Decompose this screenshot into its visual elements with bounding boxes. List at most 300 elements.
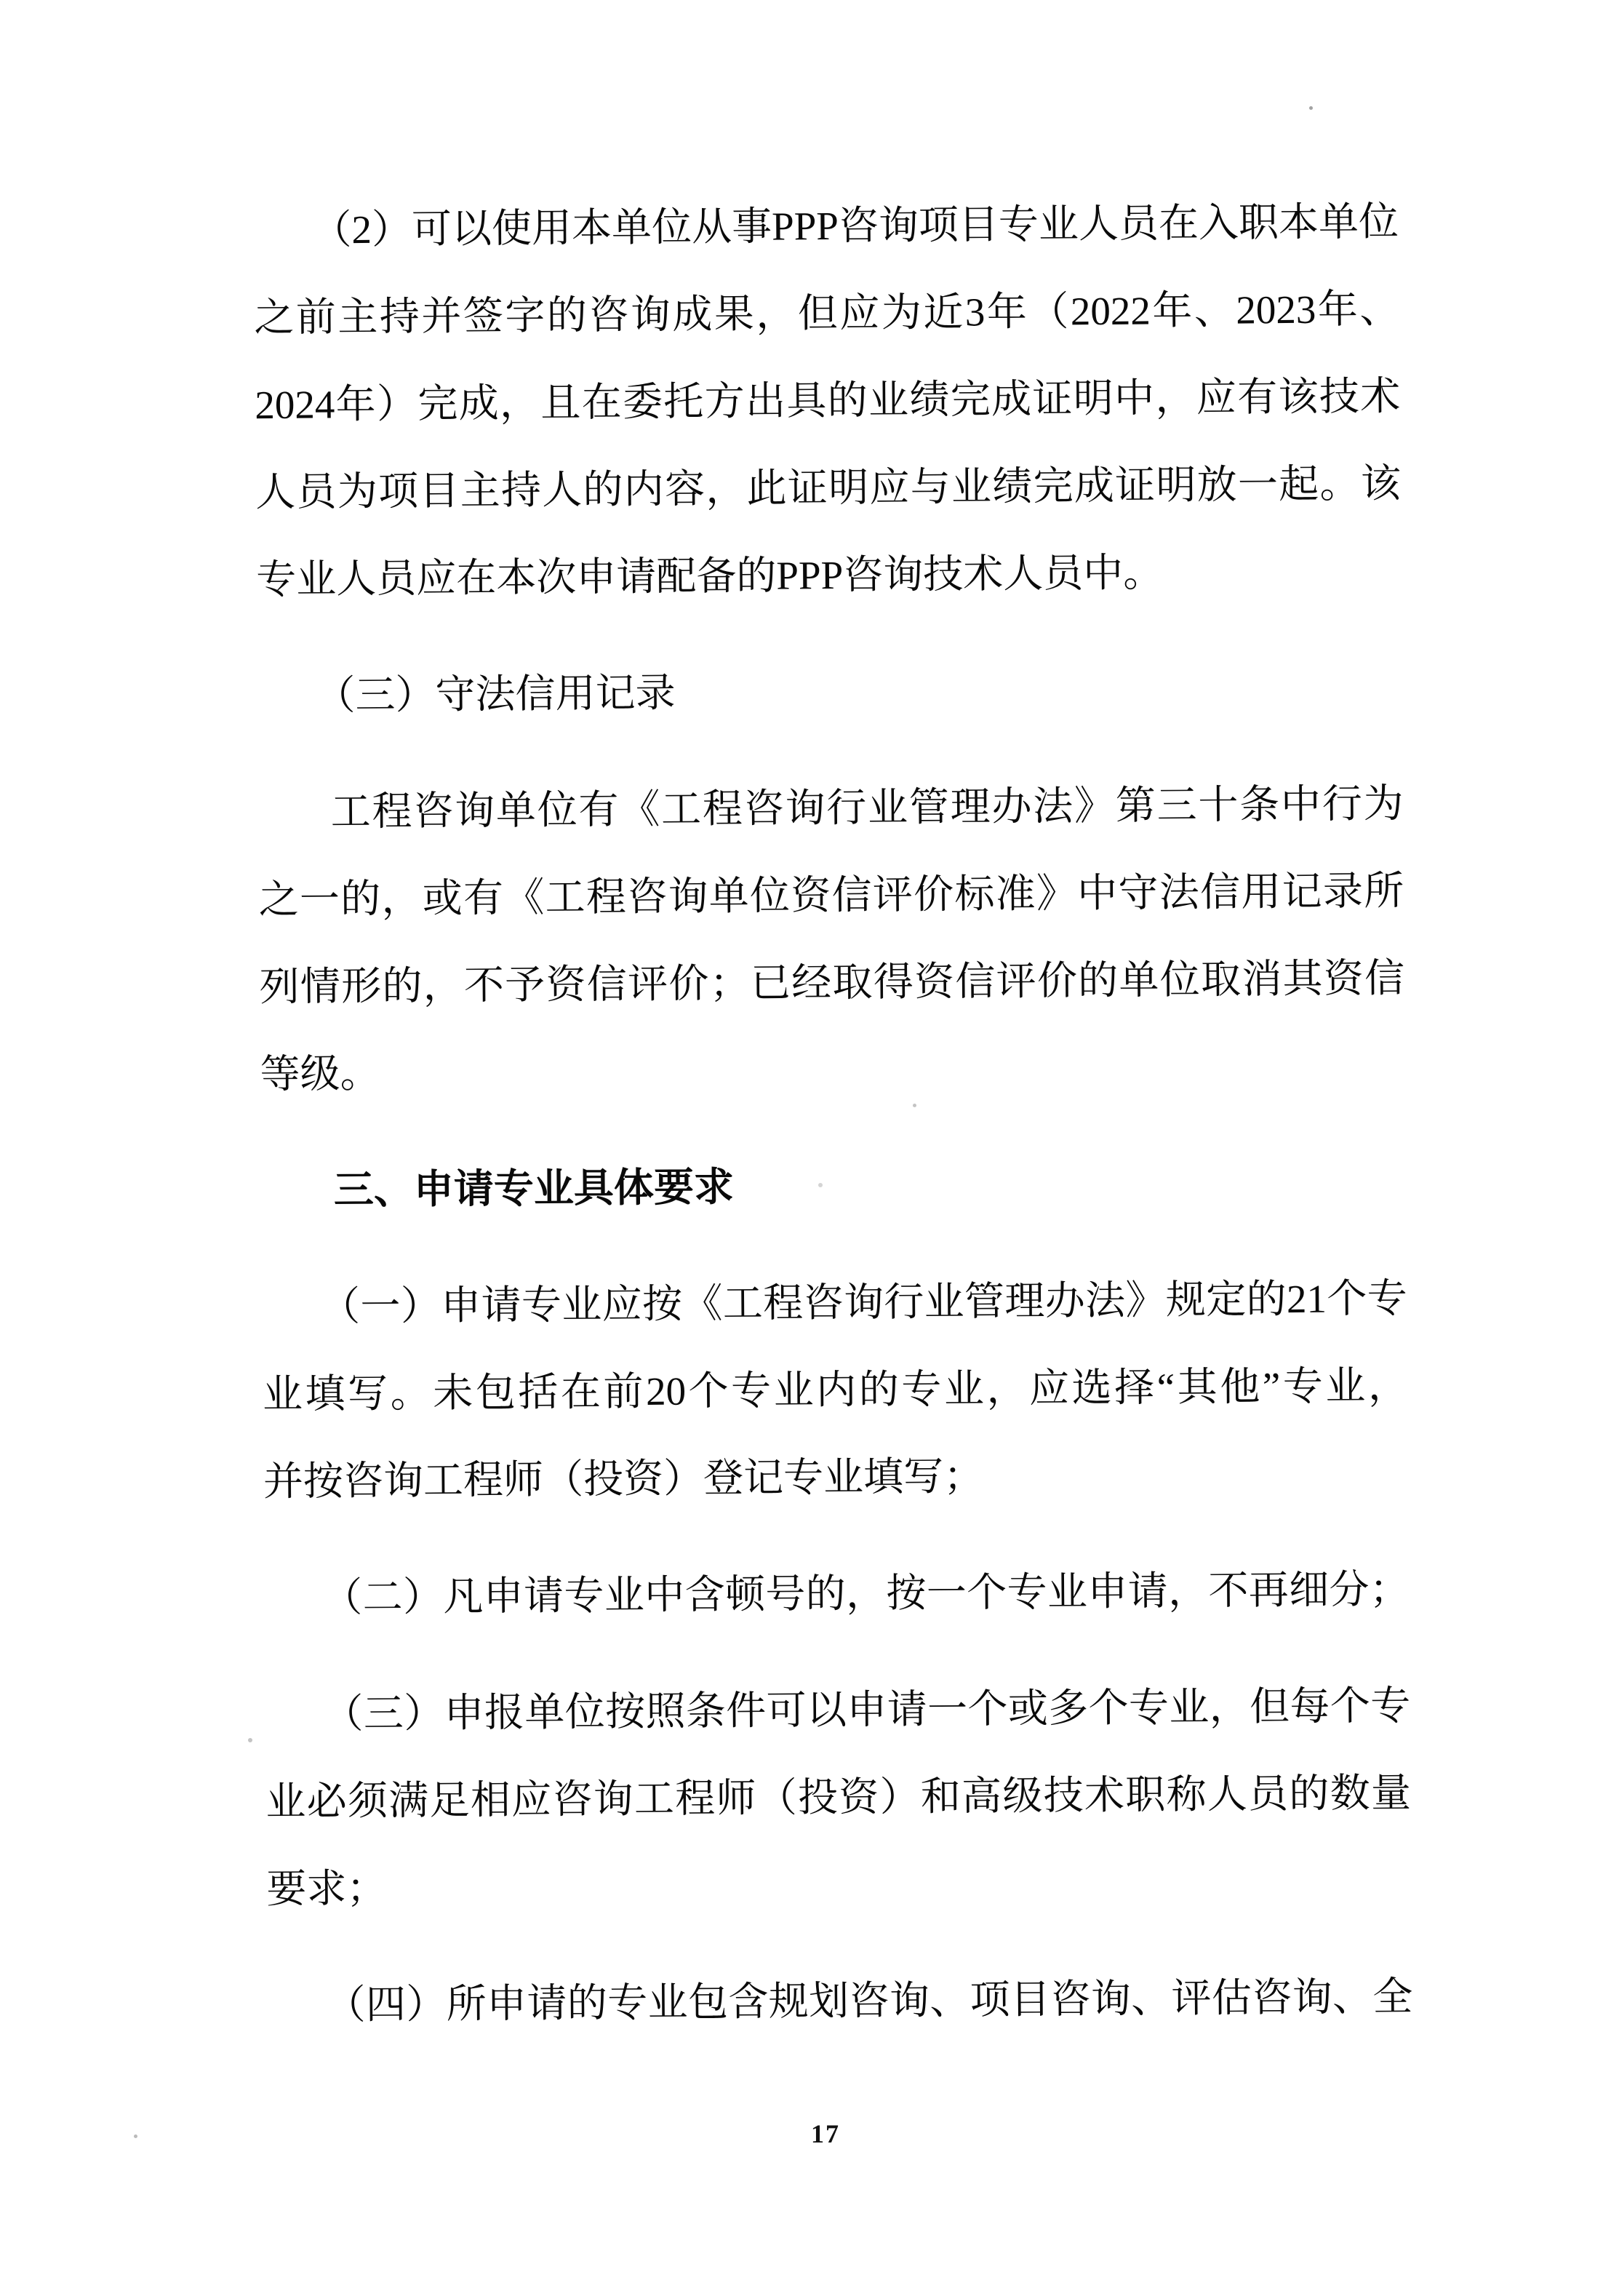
glyph: 业 [295,556,337,602]
glyph: 登 [703,1455,744,1500]
glyph: 业 [604,1572,645,1617]
glyph: 按 [886,1570,927,1615]
glyph: 个 [688,1368,729,1414]
text-line [263,1429,1409,1525]
glyph: 并 [263,1459,304,1504]
glyph: 投 [583,1456,624,1502]
glyph: ） [402,1574,444,1619]
glyph: 申 [440,1283,481,1328]
glyph: 成 [672,291,713,337]
glyph: 高 [961,1773,1002,1819]
glyph: 理 [950,784,991,829]
glyph: 应 [1028,1365,1070,1411]
glyph: 询 [843,1279,884,1325]
glyph: 业 [561,1282,602,1327]
glyph: 方 [704,378,745,423]
glyph: 用 [531,205,572,250]
glyph: （ [323,1691,364,1737]
glyph: 术 [1084,1772,1125,1817]
glyph: ） [400,1283,441,1328]
glyph: 持 [379,293,420,339]
glyph: 多 [1047,1685,1089,1731]
glyph: 询 [1292,1974,1332,2020]
glyph: 明 [828,465,869,510]
glyph: 以 [451,206,492,251]
glyph: 询 [593,1776,633,1822]
glyph: 在 [456,555,497,600]
glyph: PPP [776,552,844,598]
glyph: 前 [295,294,337,340]
glyph: 委 [622,379,663,424]
glyph: 专 [1128,1684,1170,1730]
glyph: 2 [351,207,372,252]
glyph: 出 [745,378,786,423]
glyph: 资 [839,1774,879,1819]
glyph: 应 [601,1281,642,1327]
glyph: 询 [668,873,708,919]
glyph: 成 [1074,463,1115,508]
glyph: 守 [435,671,476,717]
glyph: 填 [863,1454,904,1499]
glyph: 第 [1115,783,1156,828]
scan-artifact-dot [913,1104,916,1107]
text-line [264,1545,1410,1641]
glyph: 业 [924,1279,964,1324]
glyph: 中 [1114,375,1155,420]
glyph: 的 [805,1571,846,1616]
glyph: 必 [306,1778,347,1824]
glyph: 业 [868,377,909,423]
glyph: 《 [682,1280,723,1326]
glyph: 请 [527,1980,567,2025]
glyph: 按 [303,1458,344,1504]
glyph: ） [376,380,417,426]
text-line [262,1254,1408,1350]
glyph: 三 [363,1691,404,1736]
glyph: 取 [1200,957,1242,1002]
glyph: 评 [1171,1975,1212,2020]
glyph: 项 [970,1977,1010,2022]
glyph: 签 [463,293,504,338]
glyph: ， [1209,1684,1250,1729]
glyph: 具 [786,378,827,423]
glyph: 单 [1119,957,1159,1002]
glyph: 用 [1241,869,1282,914]
glyph: 目 [1010,1977,1051,2022]
glyph: 其 [1177,1364,1218,1409]
glyph: 专 [607,1980,648,2025]
glyph: 包 [475,1369,516,1415]
glyph: 求 [693,1164,735,1210]
text-line [255,352,1401,448]
glyph: 申 [847,1686,887,1732]
glyph: 定 [1206,1277,1247,1322]
glyph: 含 [728,1979,769,2024]
glyph: 行 [1322,781,1363,826]
glyph: 资 [623,1456,664,1501]
glyph: 2024 [255,381,335,427]
glyph: 办 [991,784,1032,829]
glyph: 应 [1196,375,1237,420]
glyph: 配 [656,553,697,599]
glyph: 年 [335,381,376,426]
glyph: 项 [377,468,419,514]
glyph: 可 [411,206,452,252]
glyph: 3 [964,289,986,335]
glyph: 果 [713,291,755,336]
glyph: 的 [382,962,423,1008]
glyph: 使 [491,205,532,251]
glyph: 2023 [1236,287,1316,332]
heading-major-requirements [260,1138,1407,1234]
glyph: 业 [265,1779,306,1824]
glyph: 主 [460,468,500,513]
glyph: 工 [633,1776,675,1821]
glyph: 四 [365,1982,407,2027]
glyph: （ [756,1774,798,1820]
glyph: 的 [827,378,868,423]
glyph: 未 [433,1370,473,1415]
glyph: 形 [340,963,382,1008]
glyph: 事 [731,204,772,249]
glyph: 专 [493,1165,535,1211]
glyph: 人 [541,467,583,512]
glyph: 十 [1198,782,1239,827]
glyph: 在 [1158,200,1199,245]
glyph: 此 [746,465,787,511]
glyph: （ [325,1982,366,2028]
glyph: 咨 [1050,1976,1091,2022]
glyph: 程 [585,874,627,920]
glyph: 的 [1246,1276,1287,1322]
glyph: 个 [966,1569,1007,1615]
glyph: 。 [1123,549,1164,595]
glyph: （ [321,1574,363,1620]
glyph: 含 [684,1571,725,1617]
glyph: 本 [571,204,612,250]
glyph: 为 [1363,781,1404,826]
para-credit-evaluation [257,760,1406,1117]
glyph: 项 [918,202,959,247]
glyph: 完 [950,376,991,422]
glyph: 证 [1114,462,1156,508]
para-ppp-personnel [253,178,1402,623]
glyph: 咨 [803,1280,844,1325]
glyph: 体 [613,1165,655,1210]
glyph: 评 [872,872,914,917]
glyph: 全 [1372,1974,1413,2019]
glyph: 顿 [724,1571,766,1617]
glyph: 单 [708,873,749,918]
glyph: 询 [630,292,671,337]
glyph: 个 [1330,1683,1371,1729]
glyph: 具 [573,1165,615,1211]
glyph: 评 [627,961,668,1006]
text-line [265,1749,1412,1845]
glyph: 程 [674,1775,716,1821]
glyph: 本 [1278,199,1319,244]
glyph: 为 [881,290,922,335]
glyph: 业 [533,1165,575,1211]
glyph: 行 [826,785,867,830]
glyph: 、 [1130,1975,1172,2021]
glyph: 专 [783,1454,824,1500]
glyph: ； [1369,1566,1410,1611]
glyph: ， [381,875,422,921]
glyph: 主 [337,294,378,339]
glyph: 近 [923,290,964,335]
glyph: 业 [823,1454,864,1499]
glyph: 的 [1077,957,1119,1002]
glyph: 请 [453,1166,495,1211]
glyph: 询 [878,202,919,247]
glyph: 个 [1088,1685,1129,1730]
glyph: 业 [867,784,908,830]
glyph: 容 [664,466,705,511]
glyph: 目 [419,468,460,513]
text-line [254,265,1400,361]
glyph: ； [709,960,750,1005]
para-major-rule-3 [265,1662,1412,1932]
glyph: 或 [1007,1686,1049,1731]
glyph: 工 [330,789,371,834]
glyph: ； [943,1453,984,1499]
glyph: 年 [1317,286,1359,332]
glyph: 与 [910,464,951,509]
glyph: 、 [373,1167,415,1212]
glyph: 咨 [1251,1974,1292,2020]
glyph: 已 [750,960,791,1005]
glyph: 满 [388,1777,429,1823]
para-major-rule-4 [267,1953,1413,2049]
glyph: 请 [523,1573,564,1618]
glyph: 一 [1237,461,1279,507]
glyph: 工 [545,874,585,920]
glyph: 规 [768,1978,809,2024]
glyph: 得 [873,959,914,1005]
glyph: 信 [515,671,556,716]
glyph: 工 [722,1280,764,1326]
glyph: 一 [926,1570,967,1615]
glyph: 录 [635,670,676,715]
glyph: 之 [258,877,299,922]
glyph: ； [346,1865,387,1910]
glyph: 之 [254,295,295,340]
glyph: 中 [1280,781,1322,826]
glyph: 位 [564,1689,605,1734]
glyph: 该 [1360,461,1402,506]
glyph: 术 [1359,373,1401,418]
glyph: 包 [687,1979,729,2025]
glyph: 职 [1125,1771,1166,1817]
text-line [253,178,1399,274]
glyph: 入 [1198,200,1239,245]
glyph: 申 [486,1980,527,2026]
glyph: 放 [1196,462,1237,507]
text-line [257,760,1404,856]
glyph: 位 [1159,957,1201,1002]
glyph: 信 [1199,869,1241,914]
glyph: 为 [337,469,378,514]
glyph: 咨 [552,1777,593,1822]
text-line [267,1953,1413,2049]
glyph: （ [1028,288,1069,334]
glyph: 并 [421,293,462,338]
glyph: 业 [1038,201,1079,247]
scan-artifact-dot [1309,106,1313,110]
glyph: 价 [668,960,709,1006]
glyph: ， [756,290,796,336]
glyph: 一 [927,1686,968,1731]
glyph: 请 [616,554,657,599]
glyph: 应 [416,555,457,600]
glyph: 级 [300,1051,340,1096]
glyph: 但 [797,290,839,335]
glyph: 绩 [992,463,1033,509]
scan-artifact-dot [134,2134,137,2138]
glyph: 列 [259,964,300,1009]
glyph: 询 [882,551,924,597]
glyph: 员 [1042,550,1084,596]
glyph: 证 [787,465,828,510]
glyph: ， [499,380,540,426]
glyph: 称 [1166,1771,1207,1817]
glyph: 专 [730,1368,772,1413]
para-major-rule-2 [264,1545,1410,1641]
glyph: 员 [1118,200,1159,246]
glyph: 托 [663,378,704,424]
glyph: 行 [884,1279,924,1324]
text-line [257,643,1403,739]
glyph: ， [705,466,746,511]
glyph: 专 [521,1282,562,1327]
glyph: 写 [347,1371,388,1416]
glyph: 程 [463,1457,504,1502]
glyph: 咨 [849,1977,890,2023]
glyph: ” [1262,1363,1281,1408]
glyph: 照 [645,1689,686,1734]
glyph: 括 [518,1369,559,1414]
glyph: 员 [376,555,417,601]
glyph: PPP [771,203,839,249]
glyph: 单 [495,787,537,833]
scan-artifact-dot [248,1738,252,1742]
glyph: 在 [560,1369,601,1414]
glyph: 位 [1358,199,1399,244]
glyph: 管 [908,784,950,829]
glyph: 资 [914,959,955,1004]
glyph: 业 [773,1367,814,1413]
glyph: 择 [1114,1365,1155,1410]
glyph: 中 [1083,550,1124,595]
glyph: 字 [505,292,545,338]
glyph: 咨 [343,1458,384,1503]
glyph: 业 [262,1371,303,1416]
glyph: 写 [903,1454,944,1499]
glyph: 足 [429,1777,470,1822]
glyph: 但 [1249,1683,1290,1729]
glyph: 取 [832,960,873,1005]
glyph: 询 [889,1977,930,2022]
glyph: ， [845,1570,887,1616]
glyph: 的 [583,466,623,512]
glyph: 证 [1032,375,1073,421]
glyph: 年 [1152,287,1193,333]
glyph: 的 [340,876,381,921]
glyph: 员 [296,469,337,514]
glyph: 咨 [588,292,629,338]
text-line [259,934,1405,1030]
glyph: 可 [766,1687,807,1733]
glyph: 工 [660,786,702,832]
glyph: 法 [1033,783,1074,829]
glyph: 有 [1236,374,1278,420]
glyph: 不 [1208,1568,1249,1613]
scan-artifact-dot [818,1183,823,1187]
glyph: 请 [481,1282,521,1328]
glyph: 位 [651,204,692,250]
glyph: 细 [1288,1567,1330,1612]
glyph: 量 [1370,1770,1412,1815]
glyph: 一 [360,1283,401,1328]
glyph: 规 [1165,1277,1207,1322]
glyph: 完 [417,380,458,426]
glyph: 目 [958,202,999,247]
glyph: 专 [1367,1275,1408,1320]
glyph: 请 [1127,1568,1168,1614]
glyph: 的 [567,1980,608,2025]
glyph: 中 [1077,870,1118,915]
glyph: ， [1167,1568,1209,1613]
glyph: 划 [808,1978,850,2023]
glyph: 法 [475,671,516,717]
glyph: 准 [995,871,1036,916]
glyph: 三 [1156,782,1197,827]
glyph: 申 [576,554,617,599]
glyph: 咨 [626,874,668,919]
glyph: 询 [383,1457,424,1503]
glyph: 备 [696,553,737,598]
glyph: 询 [454,788,495,833]
glyph: 》 [1125,1277,1166,1323]
glyph: 的 [1289,1771,1330,1816]
glyph: 用 [555,671,596,716]
glyph: 估 [1211,1975,1252,2020]
glyph: 咨 [838,202,879,248]
para-major-rule-1 [262,1254,1410,1525]
glyph: 起 [1279,461,1319,506]
glyph: 咨 [842,551,884,597]
glyph: 技 [922,551,964,597]
glyph: 信 [1364,955,1405,1000]
glyph: 人 [336,556,377,601]
glyph: 人 [1207,1771,1248,1817]
glyph: 该 [1278,374,1319,419]
glyph: 予 [505,962,545,1008]
glyph: 人 [255,469,296,514]
glyph: 号 [765,1571,806,1617]
glyph: 内 [623,466,665,511]
glyph: 本 [496,554,537,600]
glyph: 21 [1286,1276,1327,1321]
glyph: 》 [1036,870,1077,916]
glyph: 且 [540,380,581,425]
glyph: 记 [1282,869,1322,914]
glyph: 的 [546,292,588,338]
glyph: 人 [1002,551,1044,596]
glyph: 位 [537,787,577,832]
glyph: ） [371,207,412,252]
